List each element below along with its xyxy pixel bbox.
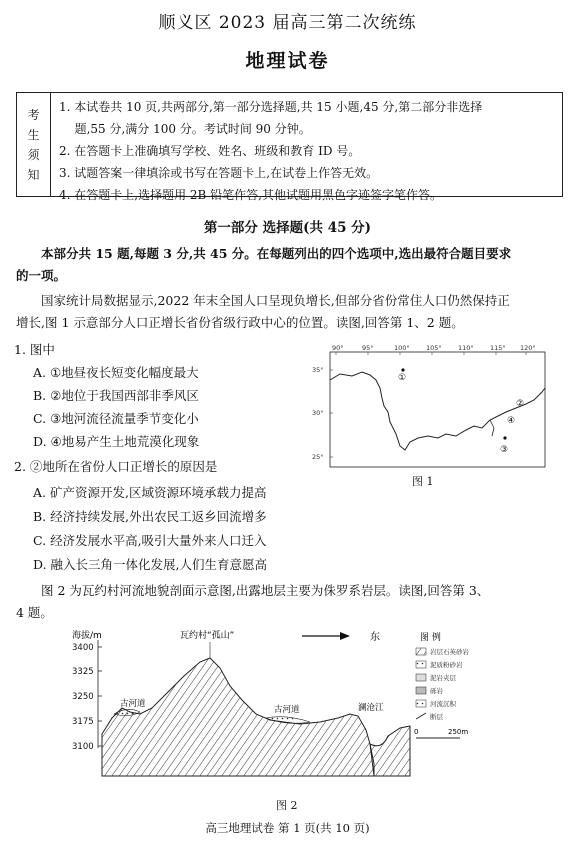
lon-label: 90° <box>332 344 344 352</box>
option: B. ②地位于我国西部非季风区 <box>33 388 199 403</box>
lon-label: 105° <box>426 344 442 352</box>
figure-1-map <box>310 342 550 492</box>
village-label: 瓦约村“孤山” <box>180 631 235 641</box>
figure-1-caption: 图 1 <box>412 475 434 488</box>
old-channel-label: 古河道 <box>120 699 146 709</box>
y-tick: 3175 <box>72 717 94 727</box>
y-tick: 3400 <box>72 643 94 653</box>
marker-2: ② <box>516 399 525 409</box>
legend-item: 河流沉积 <box>430 700 456 708</box>
legend-item: 断层 <box>430 713 443 721</box>
marker-1: ① <box>398 373 407 383</box>
arrowhead <box>340 632 350 640</box>
marker-3: ③ <box>500 445 509 455</box>
option: B. 经济持续发展,外出农民工返乡回流增多 <box>33 509 267 524</box>
option: A. ①地昼夜长短变化幅度最大 <box>33 365 199 380</box>
lat-label: 35° <box>312 366 324 374</box>
river-bank <box>370 726 410 776</box>
lon-label: 115° <box>490 344 506 352</box>
intro-line: 本部分共 15 题,每题 3 分,共 45 分。在每题列出的四个选项中,选出最符合题目要求 <box>41 246 512 261</box>
notice-item: 2. 在答题卡上准确填写学校、姓名、班级和教育 ID 号。 <box>59 144 361 158</box>
notice-item: 题,55 分,满分 100 分。考试时间 90 分钟。 <box>74 122 311 136</box>
subject-title: 地理试卷 <box>245 50 330 72</box>
exam-title: 顺义区 2023 届高三第二次统练 <box>158 13 417 33</box>
y-axis-label: 海拔/m <box>72 631 102 641</box>
question-2-stem: 2. ②地所在省份人口正增长的原因是 <box>14 459 218 474</box>
notice-label <box>17 93 51 196</box>
notice-label-char: 须 <box>27 147 40 162</box>
figure-2-caption: 图 2 <box>276 799 298 812</box>
question-stem: 国家统计局数据显示,2022 年末全国人口呈现负增长,但部分省份常住人口仍然保持正 <box>41 293 510 308</box>
lon-label: 110° <box>458 344 474 352</box>
question-stem: 增长,图 1 示意部分人口正增长省份省级行政中心的位置。读图,回答第 1、2 题。 <box>16 315 464 330</box>
figure-2-cross-section <box>70 626 500 791</box>
page-footer: 高三地理试卷 第 1 页(共 10 页) <box>205 821 370 835</box>
option: C. ③地河流径流量季节变化小 <box>33 411 199 426</box>
lon-label: 95° <box>362 344 374 352</box>
marker-4: ④ <box>507 416 516 426</box>
question-stem: 图 2 为瓦约村河流地貌剖面示意图,出露地层主要为侏罗系岩层。读图,回答第 3、 <box>41 583 490 598</box>
option: A. 矿产资源开发,区域资源环境承载力提高 <box>33 485 267 500</box>
marker-dot <box>503 436 506 439</box>
question-1-stem: 1. 图中 <box>14 342 55 357</box>
notice-item: 1. 本试卷共 10 页,共两部分,第一部分选择题,共 15 小题,45 分,第二部分非选择 <box>59 100 483 114</box>
scale-label: 250m <box>448 728 469 736</box>
y-tick: 3250 <box>72 692 94 702</box>
notice-item: 4. 在答题卡上,选择题用 2B 铅笔作答,其他试题用黑色字迹签字笔作答。 <box>59 188 442 202</box>
lat-label: 30° <box>312 409 324 417</box>
notice-box <box>16 92 563 202</box>
notice-label-char: 生 <box>27 127 40 142</box>
river-label: 澜沧江 <box>358 703 384 713</box>
marker-dot <box>401 368 404 371</box>
terrain-profile <box>102 658 374 776</box>
option: C. 经济发展水平高,吸引大量外来人口迁入 <box>33 533 267 548</box>
option: D. 融入长三角一体化发展,人们生育意愿高 <box>33 557 267 572</box>
legend-item: 砾岩 <box>430 687 443 695</box>
legend-item: 泥质粉砂岩 <box>430 661 463 669</box>
notice-items <box>51 93 562 202</box>
notice-label-char: 知 <box>27 167 40 182</box>
option: D. ④地易产生土地荒漠化现象 <box>33 434 200 449</box>
legend-item: 岩层石英砂岩 <box>430 648 469 656</box>
section-title: 第一部分 选择题(共 45 分) <box>203 220 372 236</box>
y-tick: 3325 <box>72 667 94 677</box>
direction-label: 东 <box>370 632 380 643</box>
notice-item: 3. 试题答案一律填涂或书写在答题卡上,在试卷上作答无效。 <box>59 166 379 180</box>
lat-label: 25° <box>312 453 324 461</box>
notice-label-char: 考 <box>27 107 40 122</box>
boundary-line <box>330 372 545 450</box>
question-stem: 4 题。 <box>16 605 53 620</box>
legend-title: 图 例 <box>420 633 441 643</box>
y-tick: 3100 <box>72 742 94 752</box>
intro-line: 的一项。 <box>16 268 67 283</box>
old-channel-label: 古河道 <box>274 705 300 715</box>
lon-label: 120° <box>520 344 536 352</box>
legend-item: 泥岩夹层 <box>430 674 456 682</box>
scale-label: 0 <box>414 728 419 736</box>
lon-label: 100° <box>394 344 410 352</box>
